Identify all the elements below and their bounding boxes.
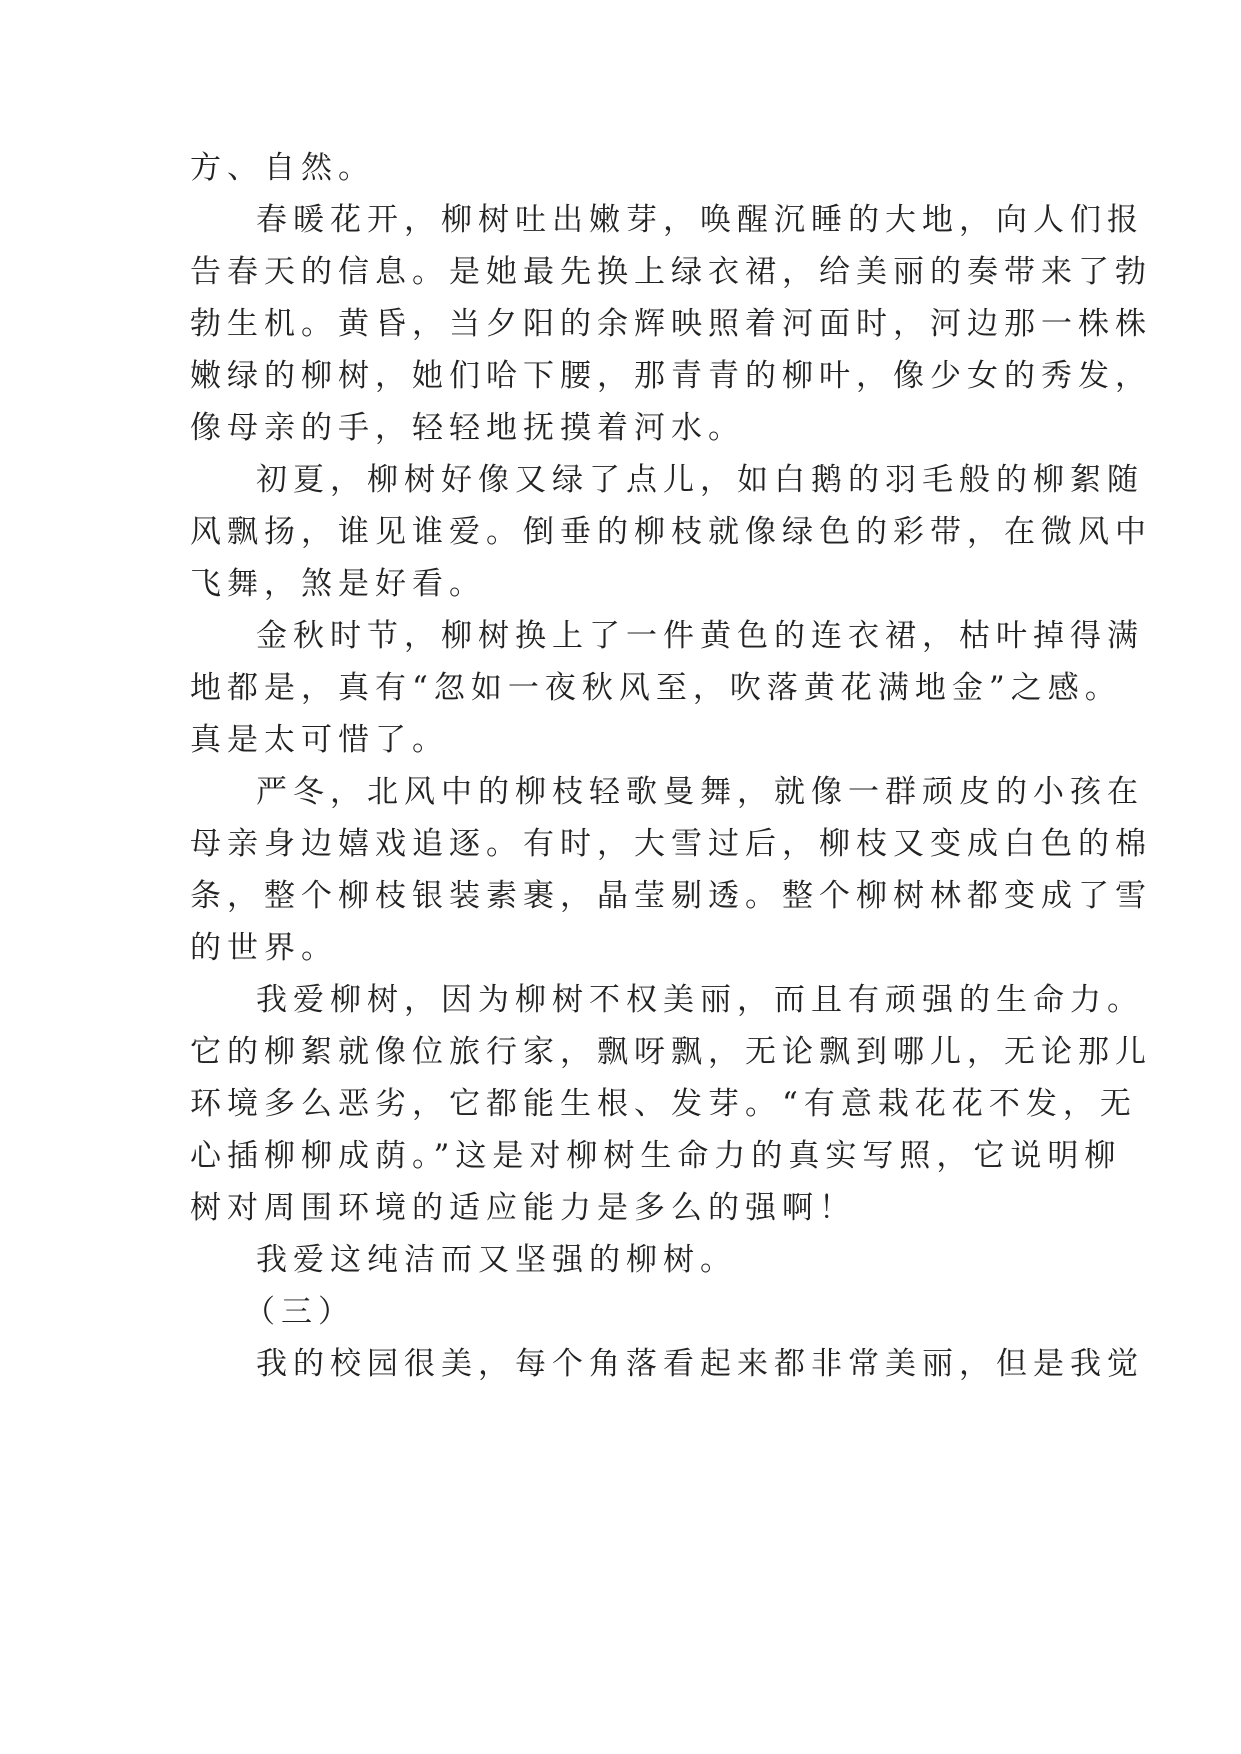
section-heading: （三） — [244, 1294, 355, 1330]
paragraph-start-line: 初夏，柳树好像又绿了点儿，如白鹅的羽毛般的柳絮随 — [256, 462, 1144, 498]
text-line: 勃生机。黄昏，当夕阳的余辉映照着河面时，河边那一株株 — [190, 306, 1152, 342]
text-line: 方、自然。 — [190, 150, 375, 186]
text-line: 像母亲的手，轻轻地抚摸着河水。 — [190, 410, 745, 446]
text-line: 环境多么恶劣，它都能生根、发芽。“有意栽花花不发，无 — [190, 1086, 1137, 1122]
text-line: 风飘扬，谁见谁爱。倒垂的柳枝就像绿色的彩带，在微风中 — [190, 514, 1152, 550]
paragraph-start-line: 我爱这纯洁而又坚强的柳树。 — [256, 1242, 737, 1278]
text-line: 条，整个柳枝银装素裹，晶莹剔透。整个柳树林都变成了雪 — [190, 878, 1152, 914]
text-line: 的世界。 — [190, 930, 338, 966]
text-line: 地都是，真有“忽如一夜秋风至，吹落黄花满地金”之感。 — [190, 670, 1122, 706]
text-line: 飞舞，煞是好看。 — [190, 566, 486, 602]
paragraph-start-line: 严冬，北风中的柳枝轻歌曼舞，就像一群顽皮的小孩在 — [256, 774, 1144, 810]
paragraph-start-line: 春暖花开，柳树吐出嫩芽，唤醒沉睡的大地，向人们报 — [256, 202, 1144, 238]
text-line: 母亲身边嬉戏追逐。有时，大雪过后，柳枝又变成白色的棉 — [190, 826, 1152, 862]
text-line: 心插柳柳成荫。”这是对柳树生命力的真实写照，它说明柳 — [190, 1138, 1122, 1174]
text-line: 嫩绿的柳树，她们哈下腰，那青青的柳叶，像少女的秀发， — [190, 358, 1152, 394]
paragraph-start-line: 我爱柳树，因为柳树不权美丽，而且有顽强的生命力。 — [256, 982, 1144, 1018]
text-line: 真是太可惜了。 — [190, 722, 449, 758]
paragraph-start-line: 金秋时节，柳树换上了一件黄色的连衣裙，枯叶掉得满 — [256, 618, 1144, 654]
text-line: 告春天的信息。是她最先换上绿衣裙，给美丽的奏带来了勃 — [190, 254, 1152, 290]
text-line: 它的柳絮就像位旅行家，飘呀飘，无论飘到哪儿，无论那儿 — [190, 1034, 1152, 1070]
paragraph-start-line: 我的校园很美，每个角落看起来都非常美丽，但是我觉 — [256, 1346, 1144, 1382]
text-line: 树对周围环境的适应能力是多么的强啊！ — [190, 1190, 856, 1226]
